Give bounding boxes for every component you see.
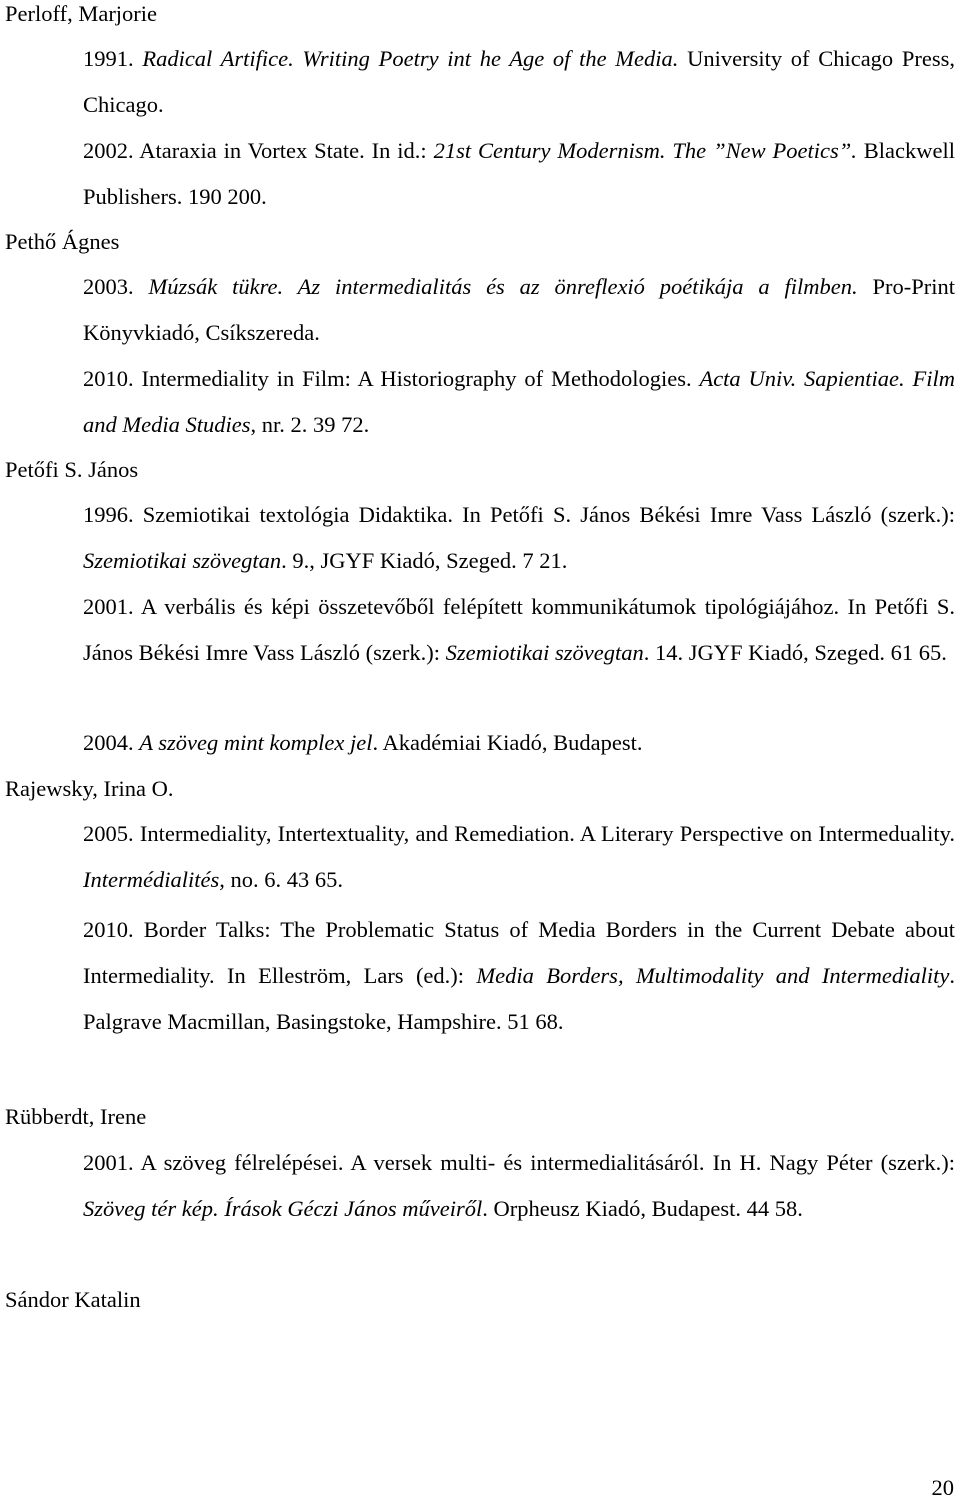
entry-text: Blackwell Publishers. 190 200. [83, 138, 955, 209]
bibliography-entry [83, 356, 955, 448]
author-heading: Rübberdt, Irene [5, 1104, 147, 1129]
entry-title: Szöveg tér kép. Írások Géczi János műveiről [83, 1196, 483, 1221]
author-heading: Petőfi S. János [5, 457, 139, 482]
entry-title: Media Borders, Multimodality and Intermediality [476, 963, 950, 988]
entry-text: 2001. A verbális és képi összetevőből felépített kommunikátumok tipológiájához. In Petőfi S. János Békési Imre Vass László (szerk.): [83, 594, 955, 665]
entry-text: 2010. Border Talks: The Problematic Status of Media Borders in the Current Debate about Intermediality. In Elleström, Lars (ed.): [83, 917, 955, 988]
entry-text: Pro-Print Könyvkiadó, Csíkszereda. [83, 274, 955, 345]
bibliography-entry [83, 492, 955, 584]
entry-text: . 9., JGYF Kiadó, Szeged. 7 21. [281, 548, 568, 573]
entry-text: 2003. [83, 274, 149, 299]
bibliography-entry [83, 907, 955, 1045]
entry-title: Acta Univ. Sapientiae. Film and Media Studies [83, 366, 956, 437]
entry-text: . Palgrave Macmillan, Basingstoke, Hampshire. 51 68. [83, 963, 956, 1034]
entry-text: 1996. Szemiotikai textológia Didaktika. In Petőfi S. János Békési Imre Vass László (szerk.): [83, 502, 955, 527]
entry-text: . Akadémiai Kiadó, Budapest. [372, 730, 643, 755]
entry-text: . Orpheusz Kiadó, Budapest. 44 58. [482, 1196, 803, 1221]
bibliography-entry [83, 264, 955, 356]
entry-text: 1991. [83, 46, 143, 71]
bibliography-entry [83, 128, 955, 220]
entry-title: Szemiotikai szövegtan [83, 548, 282, 573]
bibliography-entry [83, 811, 955, 903]
entry-text: 2002. Ataraxia in Vortex State. In id.: [83, 138, 434, 163]
entry-text: . 14. JGYF Kiadó, Szeged. 61 65. [643, 640, 947, 665]
entry-text: no. 6. 43 65. [224, 867, 343, 892]
entry-title: Múzsák tükre. Az intermedialitás és az önreflexió poétikája a filmben. [148, 274, 858, 299]
bibliography-entry [83, 36, 955, 128]
author-heading: Perloff, Marjorie [5, 1, 158, 26]
entry-title: Intermédialités, [83, 867, 225, 892]
author-heading: Rajewsky, Irina O. [5, 776, 174, 801]
bibliography-entry [83, 720, 955, 766]
author-heading: Pethő Ágnes [5, 229, 120, 254]
author-heading: Sándor Katalin [5, 1287, 141, 1312]
entry-title: Radical Artifice. Writing Poetry int he Age of the Media. [142, 46, 679, 71]
entry-text: 2010. Intermediality in Film: A Historiography of Methodologies. [83, 366, 700, 391]
entry-text: 2004. [83, 730, 140, 755]
entry-text: 2001. A szöveg félrelépései. A versek multi- és intermedialitásáról. In H. Nagy Péter (szerk.): [83, 1150, 955, 1175]
page-number: 20 [931, 1475, 954, 1500]
entry-text: 2005. Intermediality, Intertextuality, and Remediation. A Literary Perspective on Intermeduality. [83, 821, 955, 846]
entry-title: 21st Century Modernism. The ”New Poetics”. [433, 138, 857, 163]
entry-text: University of Chicago Press, Chicago. [83, 46, 956, 117]
entry-title: A szöveg mint komplex jel [139, 730, 373, 755]
entry-text: , nr. 2. 39 72. [250, 412, 370, 437]
bibliography-entry [83, 584, 955, 676]
bibliography-entry [83, 1140, 955, 1232]
entry-title: Szemiotikai szövegtan [445, 640, 644, 665]
